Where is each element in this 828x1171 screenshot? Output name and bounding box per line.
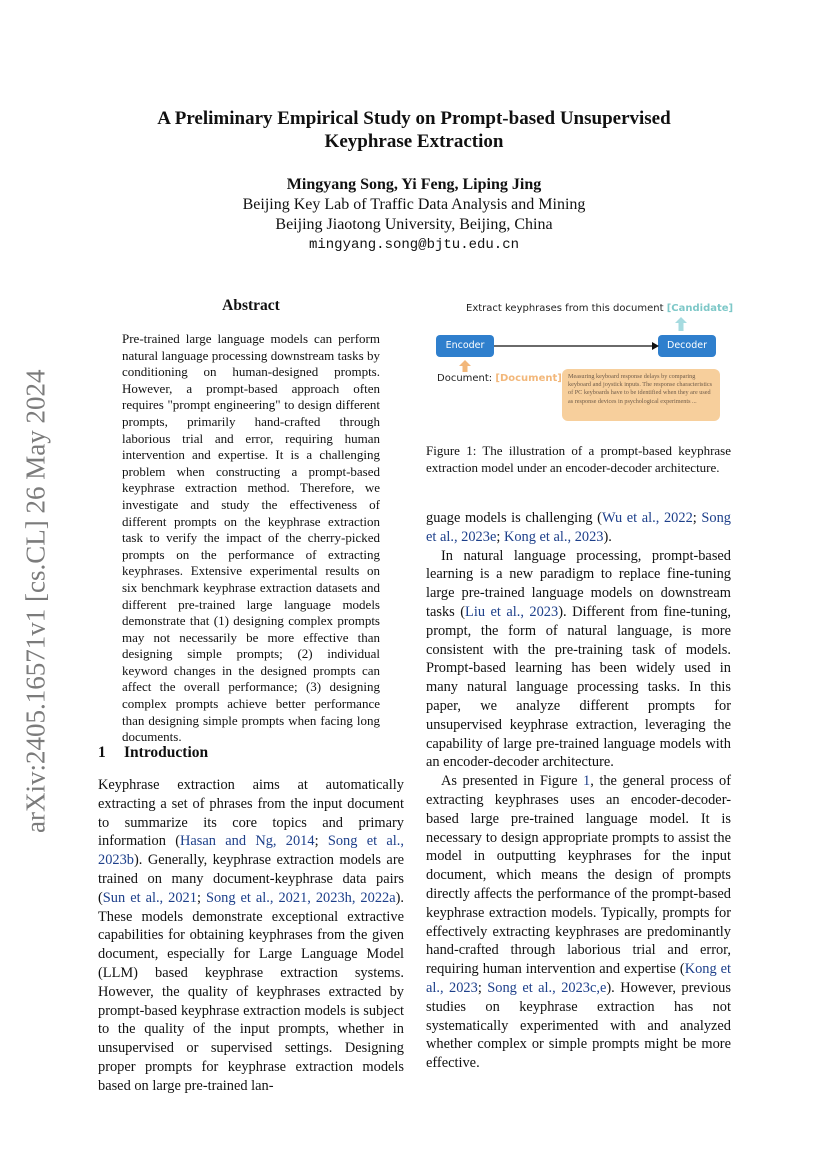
figure-prompt-line [466, 303, 733, 314]
abstract-heading: Abstract [222, 297, 280, 314]
right-column-text [426, 509, 731, 1073]
encoder-box: Encoder [436, 335, 494, 357]
author-names: Mingyang Song, Yi Feng, Liping Jing [286, 176, 542, 193]
document-callout: Measuring keyboard response delays by comparing keyboard and joystick inputs. The response characteristics of PC keyboards have to be identified when they are used as response devices in psychological experiments ... [562, 369, 720, 421]
right-paragraph-3: As presented in Figure 1, the general process of extracting keyphrases uses an encoder-decoder-based large pre-trained language model. It is necessary to design appropriate prompts to assist the model in outputting keyphrases for the input document, which means the design of prompts directly affects the performance of the prompt-based keyphrase extraction models. Typically, prompts for effectively extracting keyphrases are predominantly hand-crafted through laborious trial and error, requiring human intervention and expertise (Kong et al., 2023; Song et al., 2023c,e). However, previous studies on keyphrase extraction has not systematically experimented with and analyzed whether complex or simple prompts might be more effective. [426, 773, 731, 1072]
title-line-1: A Preliminary Empirical Study on Prompt-based Unsupervised [157, 108, 671, 129]
paper-title [110, 107, 718, 153]
author-block [110, 175, 718, 255]
citation-link[interactable]: Kong et al., 2023 [503, 528, 604, 545]
citation-link[interactable]: Song et al., 2021, 2023h, 2022a [205, 889, 396, 906]
citation-link[interactable]: Kong et al., 2023 [426, 961, 731, 996]
figure-candidate-tag: [Candidate] [666, 303, 734, 314]
right-paragraph-2: In natural language processing, prompt-based learning is a new paradigm to replace fine-tuning large pre-trained language models on downstream tasks (Liu et al., 2023). Different from fine-tuning, prompt, the form of natural language, is more consistent with the pre-training task of models. Prompt-based learning has been widely used in many natural language processing tasks. In this paper, we analyze different prompts for unsupervised keyphrase extraction, leveraging the capability of large pre-trained language models with an encoder-decoder architecture. [426, 547, 731, 771]
intro-text: Keyphrase extraction aims at automatically extracting a set of phrases from the input document to summarize its core topics and primary information (Hasan and Ng, 2014; Song et al., 2023b). Generally, keyphrase extraction models are trained on many document-keyphrase data pairs (Sun et al., 2021; Song et al., 2021, 2023h, 2022a). These models demonstrate exceptional extractive capabilities for obtaining keyphrases from the given document, especially for Large Language Model (LLM) based keyphrase extraction systems. However, the quality of keyphrases extracted by prompt-based keyphrase extraction models is subject to the quality of the input prompts, whether in unsupervised or supervised settings. Designing proper prompts for keyphrase extraction models based on large pre-trained lan- [98, 777, 404, 1094]
affiliation-university: Beijing Jiaotong University, Beijing, China [275, 216, 553, 233]
figure-1-caption: Figure 1: The illustration of a prompt-based keyphrase extraction model under an encoder-decoder architecture. [426, 443, 731, 475]
right-paragraph-1: guage models is challenging (Wu et al., 2022; Song et al., 2023e; Kong et al., 2023). [426, 510, 731, 545]
section-number: 1 [98, 744, 106, 761]
figure-1 [426, 296, 734, 426]
figure-document-line [437, 373, 562, 384]
citation-link[interactable]: 1 [583, 773, 591, 790]
figure-document-tag: [Document] [495, 373, 562, 384]
arrow-right-icon [494, 339, 660, 353]
arxiv-identifier: arXiv:2405.16571v1 [cs.CL] 26 May 2024 [20, 369, 51, 833]
arrow-up-document-icon [458, 359, 472, 373]
section-title: Introduction [124, 744, 209, 761]
abstract-text: Pre-trained large language models can perform natural language processing downstream tasks by conditioning on human-designed prompts. However, a prompt-based approach often requires "prompt engineering" to design different prompts, primarily hand-crafted through laborious trial and error, requiring human intervention and expertise. It is a challenging problem when constructing a prompt-based keyphrase extraction method. Therefore, we investigate and study the effectiveness of different prompts on the keyphrase extraction task to verify the impact of the cherry-picked prompts on the performance of extracting keyphrases. Extensive experimental results on six benchmark keyphrase extraction datasets and different pre-trained large language models demonstrate that (1) designing complex prompts may not necessarily be more effective than designing simple prompts; (2) individual keyword changes in the designed prompts can affect the overall performance; (3) designing complex prompts achieve better performance than designing simple prompts when facing long documents. [122, 331, 380, 745]
citation-link[interactable]: Hasan and Ng, 2014 [180, 833, 315, 850]
citation-link[interactable]: Wu et al., 2022 [601, 510, 693, 526]
affiliation-lab: Beijing Key Lab of Traffic Data Analysis and Mining [242, 196, 586, 213]
citation-link[interactable]: Song et al., 2023c,e [487, 979, 607, 996]
arrow-up-icon [674, 316, 688, 332]
figure-prompt-text: Extract keyphrases from this document [466, 303, 664, 314]
citation-link[interactable]: Liu et al., 2023 [465, 603, 559, 620]
figure-document-label: Document: [437, 373, 493, 384]
section-heading-introduction [98, 744, 208, 762]
citation-link[interactable]: Sun et al., 2021 [102, 889, 197, 906]
citation-link[interactable]: Song et al., 2023e [426, 510, 731, 545]
author-email: mingyang.song@bjtu.edu.cn [308, 237, 520, 253]
title-line-2: Keyphrase Extraction [324, 131, 504, 152]
citation-link[interactable]: Song et al., 2023b [98, 833, 404, 869]
intro-paragraph-1 [98, 776, 404, 1096]
decoder-box: Decoder [658, 335, 716, 357]
